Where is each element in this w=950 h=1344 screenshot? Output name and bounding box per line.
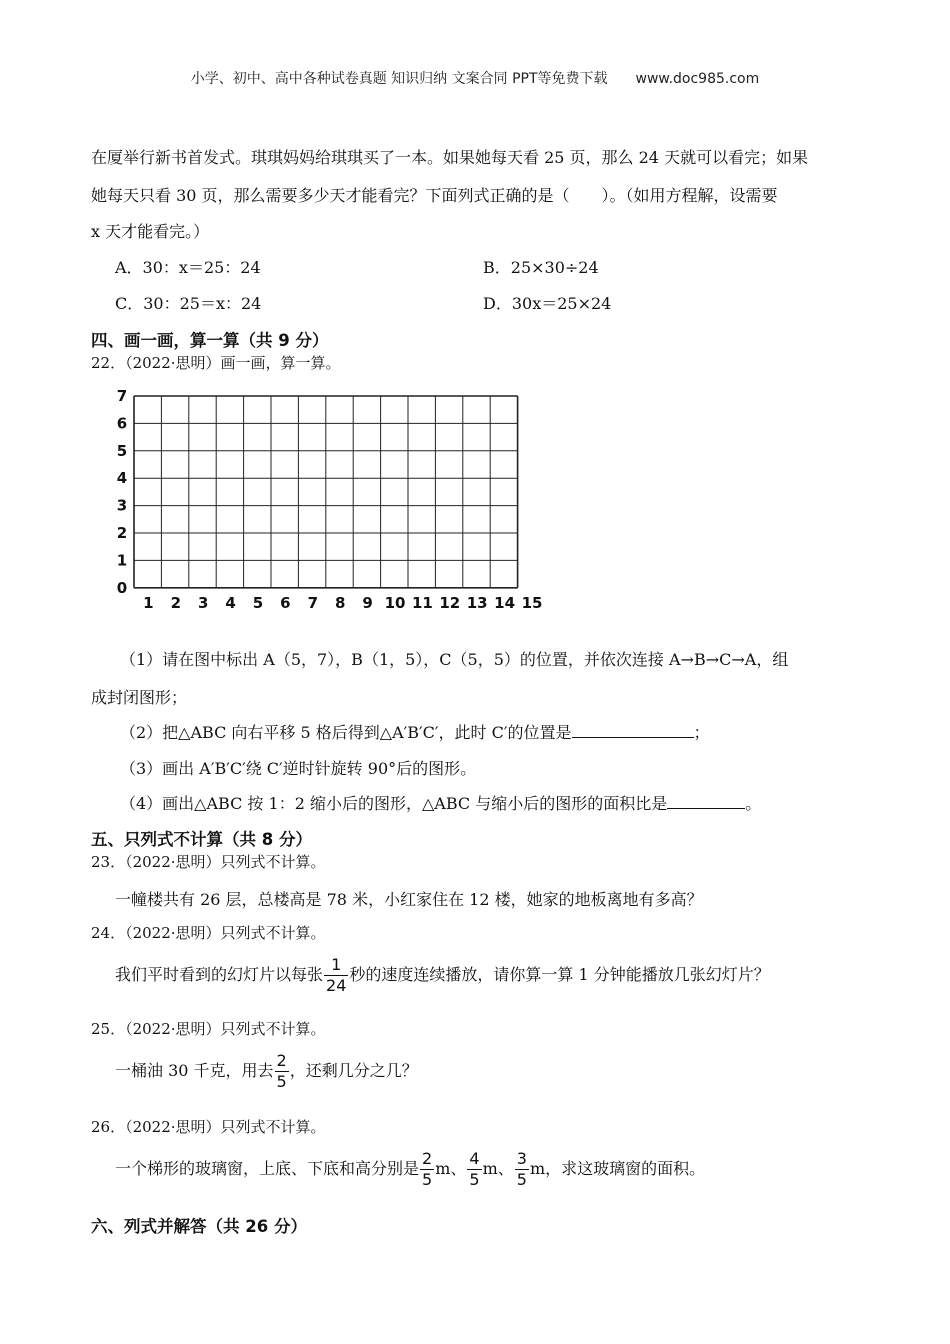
q24-text — [115, 957, 770, 994]
q21-line-1: 在厦举行新书首发式。琪琪妈妈给琪琪买了一本。如果她每天看 25 页，那么 24 天就可以看完；如果 — [91, 148, 809, 167]
fraction-numerator: 3 — [516, 1149, 527, 1168]
y-tick-label: 7 — [116, 387, 128, 405]
fraction-top-base — [420, 1151, 434, 1188]
y-tick-label: 1 — [116, 551, 128, 570]
q21-line-3: x 天才能看完。） — [91, 222, 210, 241]
q22-part-2-text: （2）把△ABC 向右平移 5 格后得到△A′B′C′，此时 C′的位置是 — [120, 723, 572, 742]
q25-text-pre: 一桶油 30 千克，用去 — [115, 1061, 274, 1080]
y-tick-label: 3 — [116, 496, 128, 515]
y-tick-label: 6 — [116, 414, 128, 433]
q22-part-4 — [120, 791, 761, 814]
x-tick-label: 6 — [280, 593, 291, 612]
section-6-title: 六、列式并解答（共 26 分） — [91, 1217, 307, 1236]
fraction-2-5 — [275, 1053, 289, 1090]
x-tick-label: 13 — [466, 593, 488, 612]
q21-option-a: A．30：x＝25：24 — [115, 258, 261, 277]
answer-blank-c-prime[interactable] — [572, 721, 694, 738]
page-header — [0, 68, 950, 88]
y-tick-label: 4 — [116, 469, 128, 488]
x-tick-label: 8 — [334, 593, 346, 612]
q22-part-4-end: 。 — [745, 794, 762, 813]
q22-part-2-end: ； — [693, 723, 710, 742]
q21-option-b: B．25×30÷24 — [483, 258, 599, 277]
section-4-title: 四、画一画，算一算（共 9 分） — [91, 331, 329, 350]
y-axis-labels — [117, 387, 127, 597]
fraction-numerator: 4 — [469, 1149, 480, 1168]
fraction-bottom-base — [467, 1151, 481, 1188]
q21-option-c: C．30：25＝x：24 — [115, 294, 262, 313]
q22-part-1-line-2: 成封闭图形； — [91, 688, 188, 707]
x-tick-label: 5 — [252, 593, 264, 612]
q21-line-2: 她每天只看 30 页，那么需要多少天才能看完？下面列式正确的是（ ）。（如用方程解，设需要 — [91, 186, 778, 205]
q26-heading: 26．（2022·思明）只列式不计算。 — [91, 1118, 326, 1136]
q22-part-2 — [120, 720, 710, 743]
q25-heading: 25．（2022·思明）只列式不计算。 — [91, 1020, 326, 1038]
x-tick-label: 2 — [170, 593, 182, 612]
fraction-denominator: 5 — [516, 1170, 527, 1189]
q23-heading: 23．（2022·思明）只列式不计算。 — [91, 853, 326, 871]
q26-text — [115, 1151, 705, 1188]
x-tick-label: 4 — [225, 593, 236, 612]
x-tick-label: 14 — [494, 593, 516, 612]
q21-option-d: D．30x＝25×24 — [483, 294, 612, 313]
section-5-title: 五、只列式不计算（共 8 分） — [91, 830, 312, 849]
q24-heading: 24．（2022·思明）只列式不计算。 — [91, 924, 326, 942]
x-tick-label: 9 — [362, 593, 373, 612]
x-tick-label: 11 — [411, 593, 433, 612]
q25-text — [115, 1053, 418, 1090]
q25-text-post: ，还剩几分之几？ — [289, 1061, 418, 1080]
q26-text-post: m，求这玻璃窗的面积。 — [529, 1159, 706, 1178]
q24-text-pre: 我们平时看到的幻灯片以每张 — [115, 965, 324, 984]
q24-text-post: 秒的速度连续播放，请你算一算 1 分钟能播放几张幻灯片？ — [349, 965, 770, 984]
fraction-denominator: 24 — [326, 976, 347, 995]
answer-blank-area-ratio[interactable] — [667, 792, 745, 809]
y-tick-label: 0 — [116, 578, 128, 597]
x-tick-label: 10 — [384, 593, 406, 612]
q22-heading: 22．（2022·思明）画一画，算一算。 — [91, 354, 341, 372]
fraction-denominator: 5 — [276, 1072, 287, 1091]
fraction-numerator: 1 — [331, 955, 342, 974]
fraction-height — [515, 1151, 529, 1188]
fraction-numerator: 2 — [422, 1149, 433, 1168]
x-tick-label: 3 — [197, 593, 209, 612]
y-tick-label: 5 — [116, 441, 128, 460]
q26-text-pre: 一个梯形的玻璃窗，上底、下底和高分别是 — [115, 1159, 420, 1178]
fraction-denominator: 5 — [469, 1170, 480, 1189]
x-tick-label: 15 — [521, 593, 543, 612]
q22-part-4-text: （4）画出△ABC 按 1：2 缩小后的图形，△ABC 与缩小后的图形的面积比是 — [120, 794, 668, 813]
fraction-numerator: 2 — [276, 1051, 287, 1070]
unit-separator-2: m、 — [482, 1159, 514, 1178]
q22-part-3: （3）画出 A′B′C′绕 C′逆时针旋转 90°后的图形。 — [120, 759, 477, 778]
x-tick-label: 7 — [307, 593, 319, 612]
coordinate-grid — [100, 380, 570, 615]
x-tick-label: 1 — [143, 593, 154, 612]
grid-lines — [134, 396, 518, 588]
x-tick-label: 12 — [439, 593, 461, 612]
y-tick-label: 2 — [116, 524, 128, 542]
q23-text: 一幢楼共有 26 层，总楼高是 78 米，小红家住在 12 楼，她家的地板离地有多高？ — [115, 890, 703, 909]
q22-part-1-line-1: （1）请在图中标出 A（5，7），B（1，5），C（5，5）的位置，并依次连接 A→B→C→A，组 — [120, 650, 789, 669]
header-text: 小学、初中、高中各种试卷真题 知识归纳 文案合同 PPT等免费下载 — [190, 71, 608, 87]
fraction-denominator: 5 — [422, 1170, 433, 1189]
unit-separator-1: m、 — [435, 1159, 467, 1178]
x-axis-labels — [143, 594, 542, 612]
header-site: www.doc985.com — [635, 71, 760, 87]
fraction-1-24 — [324, 957, 348, 994]
